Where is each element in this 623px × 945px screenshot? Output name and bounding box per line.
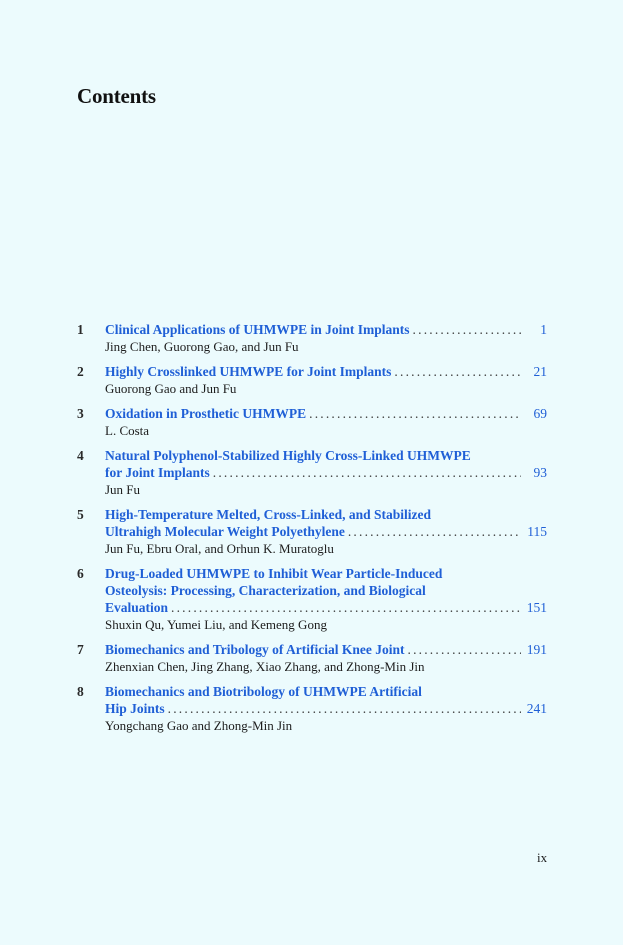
chapter-number: 5 — [77, 507, 84, 522]
chapter-title-row — [105, 405, 547, 422]
dot-leader — [394, 363, 521, 380]
chapter-authors: Zhenxian Chen, Jing Zhang, Xiao Zhang, and Zhong-Min Jin — [105, 659, 425, 674]
page-title: Contents — [77, 84, 156, 108]
chapter-title-link[interactable]: Evaluation — [105, 600, 169, 615]
chapter-title-link[interactable]: Oxidation in Prosthetic UHMWPE — [105, 406, 307, 421]
chapter-title-row — [105, 363, 547, 380]
chapter-title-link[interactable]: Ultrahigh Molecular Weight Polyethylene — [105, 524, 345, 539]
chapter-number: 2 — [77, 364, 84, 379]
chapter-title-link[interactable]: Clinical Applications of UHMWPE in Joint Implants — [105, 322, 410, 337]
page-number-link[interactable]: 191 — [526, 642, 547, 657]
chapter-authors: Jun Fu — [105, 482, 141, 497]
chapter-title-line[interactable]: High-Temperature Melted, Cross-Linked, and Stabilized — [105, 507, 432, 522]
dot-leader — [408, 641, 522, 658]
chapter-number: 1 — [77, 322, 84, 337]
chapter-title-line[interactable]: Drug-Loaded UHMWPE to Inhibit Wear Particle-Induced — [105, 566, 443, 581]
chapter-title-row — [105, 700, 547, 717]
dot-leader — [171, 599, 521, 616]
chapter-title-link[interactable]: Biomechanics and Tribology of Artificial Knee Joint — [105, 642, 405, 657]
chapter-title-row — [105, 464, 547, 481]
page-number-link[interactable]: 93 — [533, 465, 547, 480]
chapter-title-line[interactable]: Natural Polyphenol-Stabilized Highly Cross-Linked UHMWPE — [105, 448, 471, 463]
chapter-authors: L. Costa — [105, 423, 150, 438]
toc-entry-1 — [77, 321, 547, 355]
dot-leader — [213, 464, 521, 481]
page-number-link[interactable]: 151 — [526, 600, 547, 615]
chapter-title-row — [105, 321, 547, 338]
chapter-title-link[interactable]: Highly Crosslinked UHMWPE for Joint Implants — [105, 364, 392, 379]
chapter-number: 7 — [77, 642, 84, 657]
chapter-authors: Yongchang Gao and Zhong-Min Jin — [105, 718, 293, 733]
page-folio: ix — [537, 850, 548, 865]
toc-entry-5 — [77, 506, 547, 557]
dot-leader — [413, 321, 521, 338]
table-of-contents — [77, 321, 547, 742]
chapter-number: 6 — [77, 566, 84, 581]
toc-entry-6 — [77, 565, 547, 633]
toc-entry-7 — [77, 641, 547, 675]
toc-entry-2 — [77, 363, 547, 397]
dot-leader — [309, 405, 521, 422]
chapter-authors: Shuxin Qu, Yumei Liu, and Kemeng Gong — [105, 617, 327, 632]
chapter-title-row — [105, 523, 547, 540]
page-number-link[interactable]: 1 — [540, 322, 547, 337]
chapter-number: 3 — [77, 406, 84, 421]
toc-entry-3 — [77, 405, 547, 439]
toc-entry-4 — [77, 447, 547, 498]
page-number-link[interactable]: 241 — [526, 701, 547, 716]
chapter-title-link[interactable]: for Joint Implants — [105, 465, 210, 480]
page-number-link[interactable]: 115 — [527, 524, 547, 539]
chapter-authors: Jun Fu, Ebru Oral, and Orhun K. Muratoglu — [105, 541, 334, 556]
chapter-title-row — [105, 641, 547, 658]
chapter-title-link[interactable]: Hip Joints — [105, 701, 165, 716]
page-number-link[interactable]: 21 — [533, 364, 547, 379]
chapter-title-line[interactable]: Osteolysis: Processing, Characterization, and Biological — [105, 583, 426, 598]
chapter-number: 4 — [77, 448, 84, 463]
chapter-title-row — [105, 599, 547, 616]
chapter-title-line[interactable]: Biomechanics and Biotribology of UHMWPE Artificial — [105, 684, 422, 699]
toc-entry-8 — [77, 683, 547, 734]
chapter-number: 8 — [77, 684, 84, 699]
dot-leader — [168, 700, 521, 717]
page-number-link[interactable]: 69 — [533, 406, 547, 421]
chapter-authors: Guorong Gao and Jun Fu — [105, 381, 237, 396]
dot-leader — [348, 523, 521, 540]
chapter-authors: Jing Chen, Guorong Gao, and Jun Fu — [105, 339, 299, 354]
